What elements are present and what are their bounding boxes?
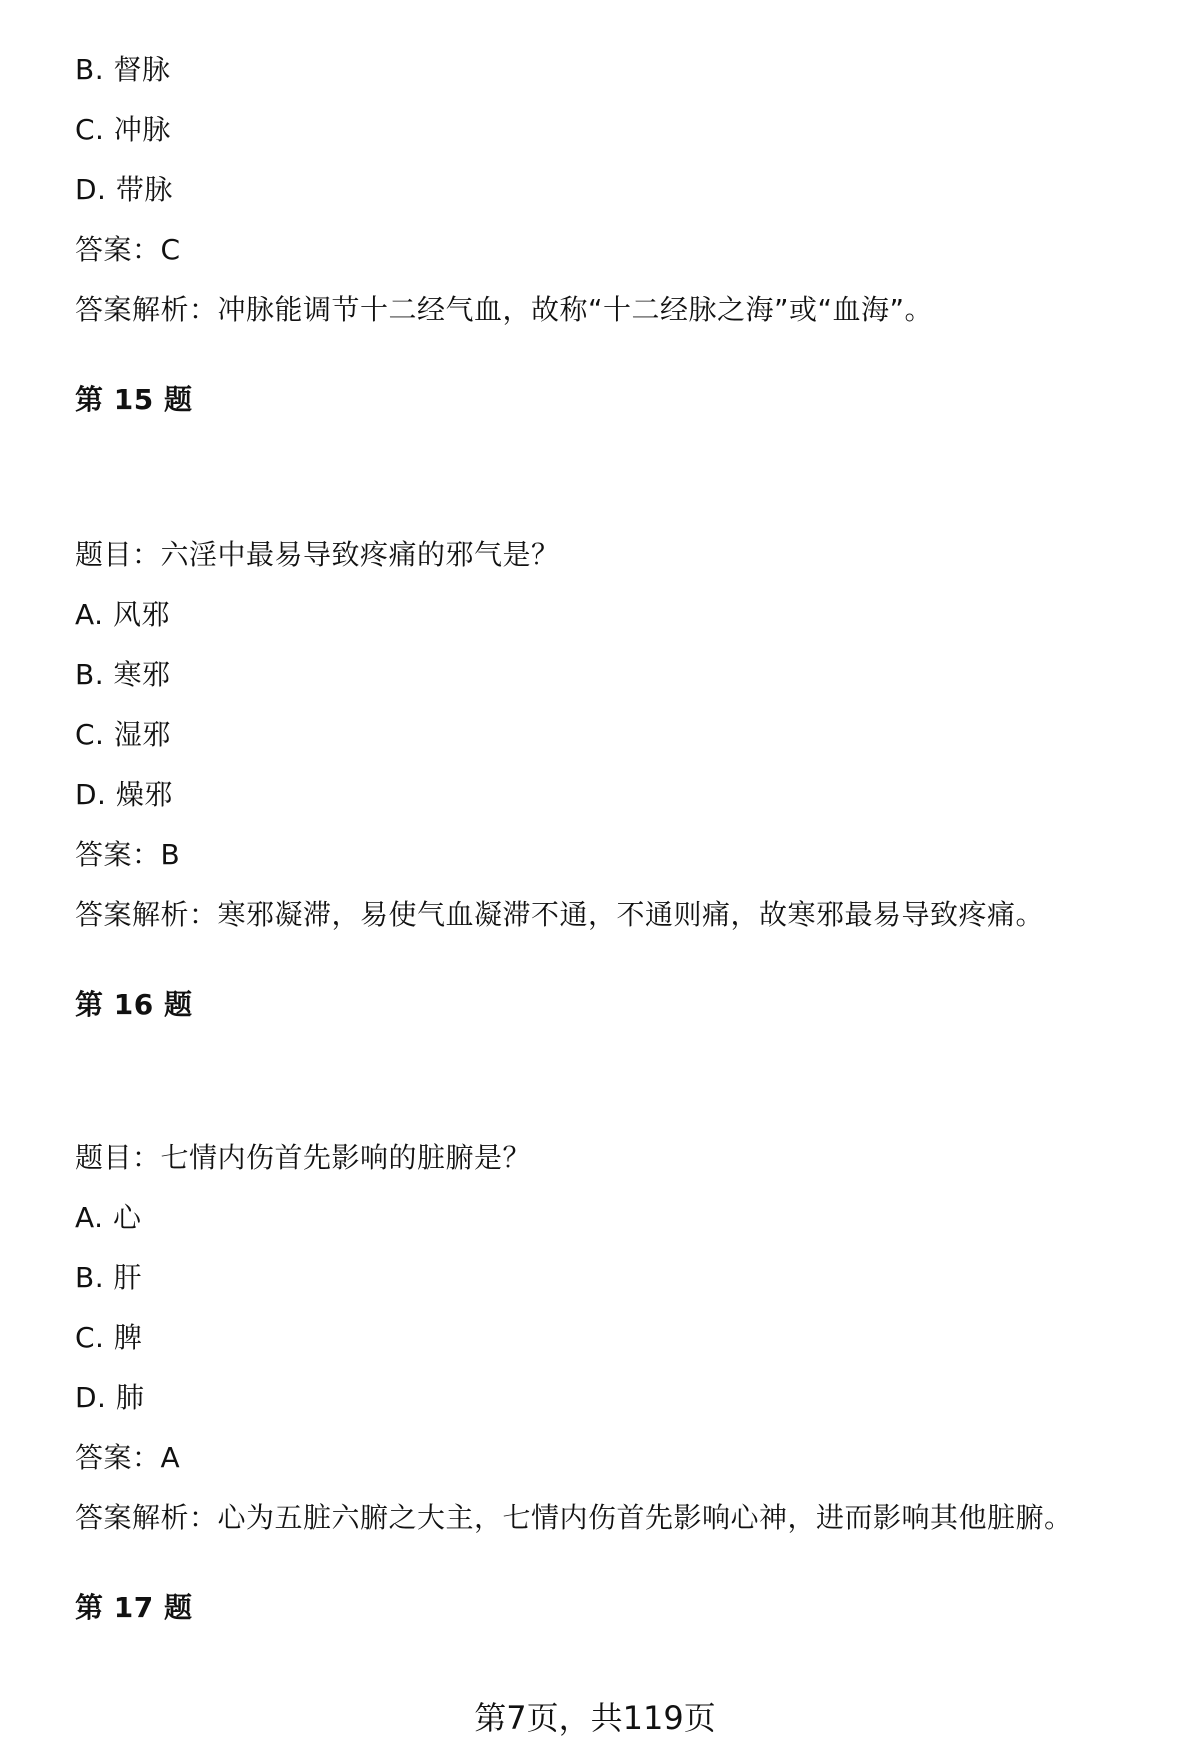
option-c: C. 脾: [75, 1321, 143, 1354]
question-heading: 第 15 题: [75, 383, 193, 416]
option-a: A. 风邪: [75, 598, 170, 631]
answer: 答案：C: [75, 233, 181, 266]
option-d: D. 带脉: [75, 173, 173, 206]
explanation: 答案解析：冲脉能调节十二经气血，故称“十二经脉之海”或“血海”。: [75, 293, 934, 326]
option-b: B. 寒邪: [75, 658, 171, 691]
explanation: 答案解析：心为五脏六腑之大主，七情内伤首先影响心神，进而影响其他脏腑。: [75, 1501, 1073, 1534]
question-stem: 题目：六淫中最易导致疼痛的邪气是？: [75, 538, 560, 571]
question-heading: 第 16 题: [75, 988, 193, 1021]
option-c: C. 湿邪: [75, 718, 171, 751]
answer: 答案：A: [75, 1441, 181, 1474]
option-a: A. 心: [75, 1201, 142, 1234]
question-heading: 第 17 题: [75, 1591, 193, 1624]
option-c: C. 冲脉: [75, 113, 171, 146]
option-b: B. 肝: [75, 1261, 143, 1294]
option-d: D. 肺: [75, 1381, 145, 1414]
explanation: 答案解析：寒邪凝滞，易使气血凝滞不通，不通则痛，故寒邪最易导致疼痛。: [75, 898, 1045, 931]
answer: 答案：B: [75, 838, 181, 871]
option-d: D. 燥邪: [75, 778, 173, 811]
option-b: B. 督脉: [75, 53, 171, 86]
question-stem: 题目：七情内伤首先影响的脏腑是？: [75, 1141, 532, 1174]
page-number: 第7页，共119页: [474, 1699, 716, 1737]
